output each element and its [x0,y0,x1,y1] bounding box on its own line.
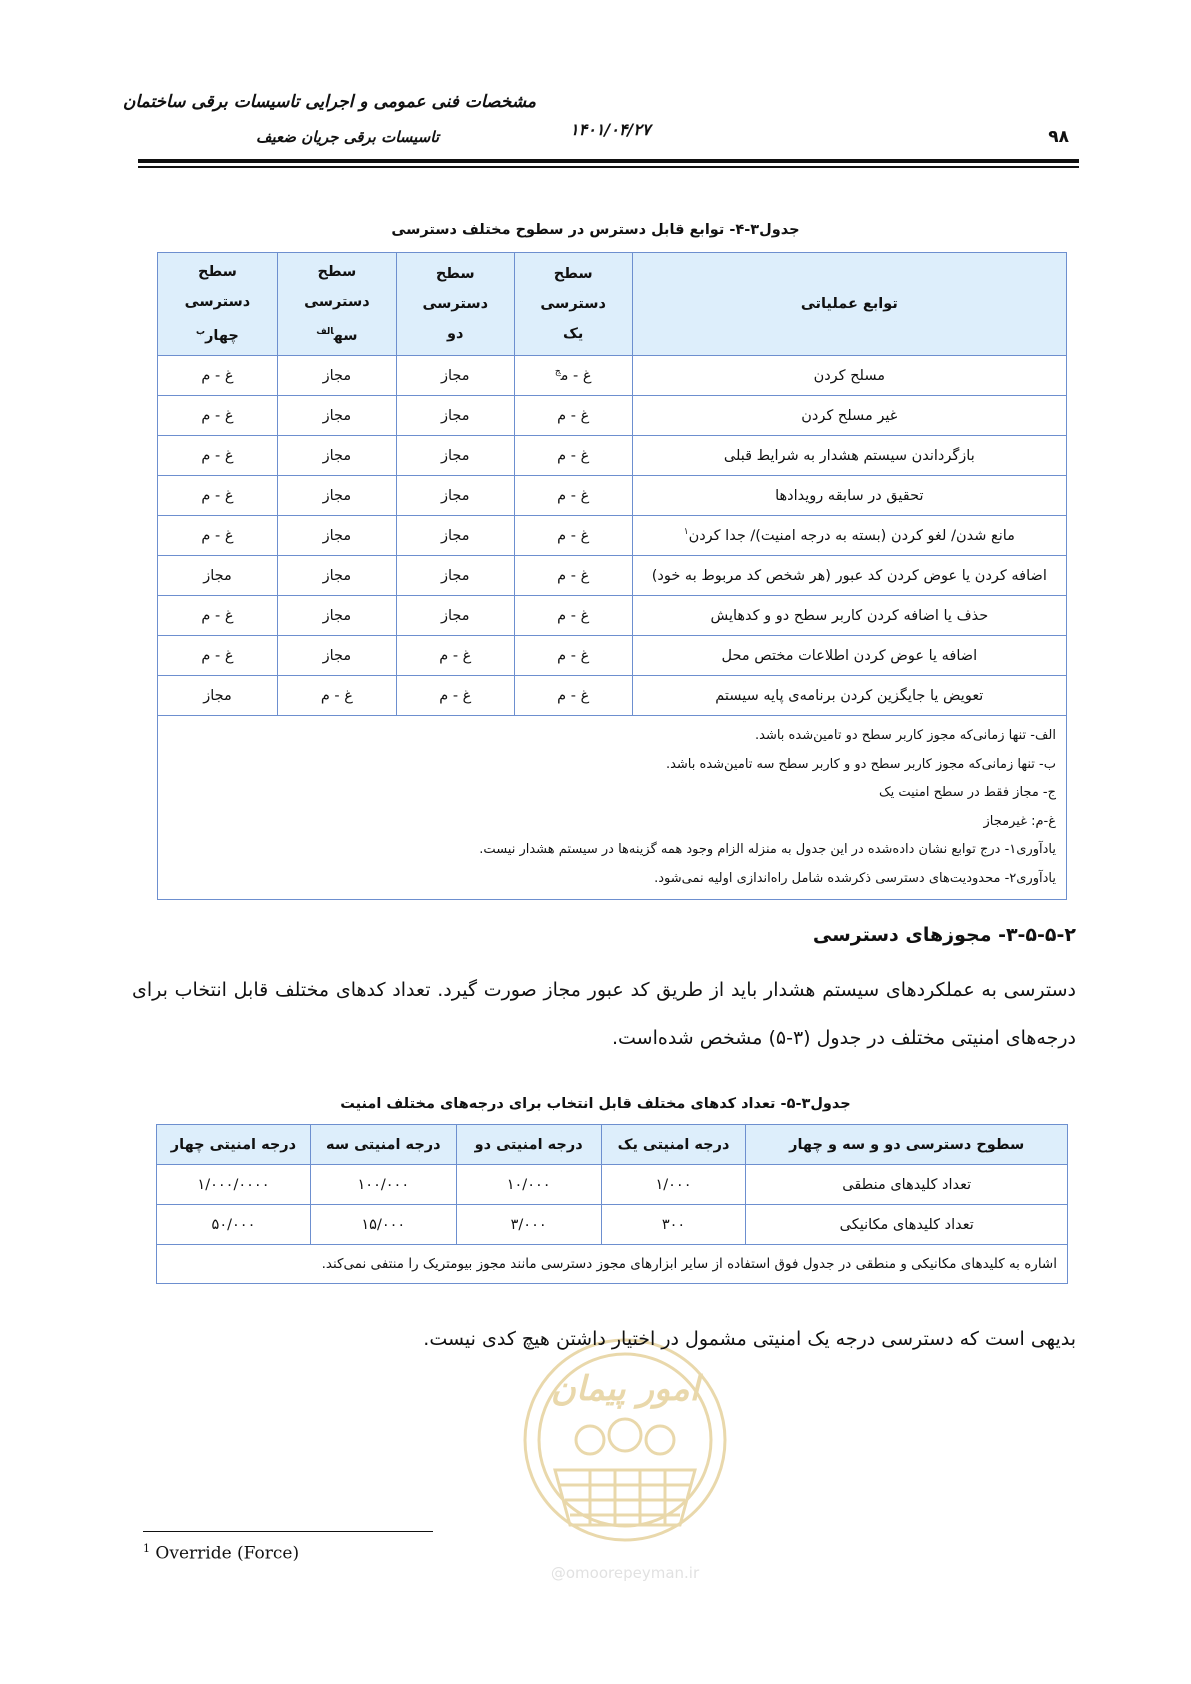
operation-name: مانع شدن/ لغو کردن (بسته به درجه امنیت)/ جدا کردن$^۱$ [632,516,1066,556]
footnote-rule [143,1531,433,1532]
level1-value: غ - م [514,396,632,436]
level2-value: مجاز [396,556,514,596]
operation-name: مسلح کردن [632,356,1066,396]
table-row [158,596,1067,636]
col-header-grade2: درجه امنیتی دو [456,1125,601,1165]
watermark-logo-text: امور پیمان [550,1369,700,1409]
col-header-grade4: درجه امنیتی چهار [157,1125,311,1165]
level2-value: غ - م [396,676,514,716]
level4-value: غ - م [158,636,278,676]
table-row [158,516,1067,556]
footnote-number: 1 [143,1542,150,1555]
table-row [157,1205,1068,1245]
document-title: مشخصات فنی عمومی و اجرایی تاسیسات برقی ساختمان [122,92,536,112]
operation-name: تحقیق در سابقه رویدادها [632,476,1066,516]
level4-value: غ - م [158,436,278,476]
level3-value: مجاز [277,476,396,516]
level4-value: غ - م [158,516,278,556]
value-cell: ۵۰/۰۰۰ [157,1205,311,1245]
col-header-access-levels: سطوح دسترسی دو و سه و چهار [746,1125,1068,1165]
level4-value: غ - م [158,596,278,636]
col-header-level2: سطح دسترسی دو [396,253,514,356]
value-cell: ۱۵/۰۰۰ [310,1205,456,1245]
table-row [158,476,1067,516]
table-row [158,356,1067,396]
header-rule-thin [138,166,1079,168]
table-row [157,1165,1068,1205]
level4-value: غ - م [158,356,278,396]
header-rule-thick [138,159,1079,163]
row-label: تعداد کلیدهای مکانیکی [746,1205,1068,1245]
row-label: تعداد کلیدهای منطقی [746,1165,1068,1205]
level3-value: مجاز [277,436,396,476]
table1-note: یادآوری۲- محدودیت‌های دسترسی ذکرشده شامل راه‌اندازی اولیه نمی‌شود. [654,870,1056,886]
value-cell: ۱/۰۰۰/۰۰۰۰ [157,1165,311,1205]
value-cell: ۱۰/۰۰۰ [456,1165,601,1205]
footnote-text: Override (Force) [155,1543,300,1564]
operation-name: اضافه یا عوض کردن اطلاعات مختص محل [632,636,1066,676]
col-header-grade1: درجه امنیتی یک [601,1125,746,1165]
level1-value: غ - م$^ج$ [514,356,632,396]
closing-paragraph: بدیهی است که دسترسی درجه یک امنیتی مشمول در اختیار داشتن هیچ کدی نیست. [423,1328,1076,1350]
level2-value: مجاز [396,396,514,436]
level3-value: مجاز [277,556,396,596]
section-heading: ۳-۵-۵-۲- مجوزهای دسترسی [812,924,1076,946]
level1-value: غ - م [514,596,632,636]
table-row [158,556,1067,596]
level4-value: غ - م [158,396,278,436]
level3-value: غ - م [277,676,396,716]
table1-note: یادآوری۱- درج توابع نشان داده‌شده در این جدول به منزله الزام وجود همه گزینه‌ها در سیستم هشدار نیست. [479,842,1056,857]
operation-name: تعویض یا جایگزین کردن برنامه‌ی پایه سیستم [632,676,1066,716]
document-subtitle: تاسیسات برقی جریان ضعیف [255,128,439,146]
section-paragraph: دسترسی به عملکردهای سیستم هشدار باید از طریق کد عبور مجاز صورت گیرد. تعداد کدهای مختلف قابل انتخاب برای درجه‌های امنیتی مختلف در جدول (۳-۵) مشخص شده‌است. [132,979,1076,1049]
level1-value: غ - م [514,676,632,716]
operation-name: اضافه کردن یا عوض کردن کد عبور (هر شخص کد مربوط به خود) [632,556,1066,596]
table-row [158,676,1067,716]
col-header-operations: توابع عملیاتی [632,253,1066,356]
level2-value: مجاز [396,476,514,516]
watermark-url: @omoorepeyman.ir [550,1564,700,1582]
table1-notes [158,716,1067,900]
value-cell: ۳/۰۰۰ [456,1205,601,1245]
level1-value: غ - م [514,436,632,476]
level4-value: مجاز [158,676,278,716]
level3-value: مجاز [277,596,396,636]
footnote [143,1542,299,1564]
col-header-level1: سطح دسترسی یک [514,253,632,356]
table1-note: ب- تنها زمانی‌که مجوز کاربر سطح دو و کاربر سطح سه تامین‌شده باشد. [665,756,1056,772]
table2-caption: جدول۳-۵- تعداد کدهای مختلف قابل انتخاب برای درجه‌های مختلف امنیت [340,1096,851,1112]
watermark-logo [480,1310,770,1600]
level2-value: غ - م [396,636,514,676]
operation-name: بازگرداندن سیستم هشدار به شرایط قبلی [632,436,1066,476]
level2-value: مجاز [396,596,514,636]
header-date: ۱۴۰۱/۰۴/۲۷ [570,120,651,139]
col-header-grade3: درجه امنیتی سه [310,1125,456,1165]
level2-value: مجاز [396,436,514,476]
table1-caption: جدول۳-۴- توابع قابل دسترس در سطوح مختلف دسترسی [391,222,800,238]
table1-note: الف- تنها زمانی‌که مجوز کاربر سطح دو تامین‌شده باشد. [755,728,1056,743]
col-header-level4: سطح دسترسی چهار$^ب$ [158,253,278,356]
security-codes-table [156,1124,1068,1284]
level3-value: مجاز [277,516,396,556]
table-row [158,636,1067,676]
level3-value: مجاز [277,636,396,676]
level3-value: مجاز [277,396,396,436]
access-functions-table [157,252,1067,900]
table1-note: غ-م: غیرمجاز [983,813,1056,829]
table1-note: ج- مجاز فقط در سطح امنیت یک [878,785,1056,800]
value-cell: ۱۰۰/۰۰۰ [310,1165,456,1205]
page-number: ۹۸ [1048,127,1069,147]
level1-value: غ - م [514,476,632,516]
value-cell: ۱/۰۰۰ [601,1165,746,1205]
level3-value: مجاز [277,356,396,396]
table2-note: اشاره به کلیدهای مکانیکی و منطقی در جدول فوق استفاده از سایر ابزارهای مجوز دسترسی مانند مجوز بیومتریک را منتفی نمی‌کند. [157,1245,1068,1284]
level2-value: مجاز [396,516,514,556]
table-row [158,396,1067,436]
operation-name: حذف یا اضافه کردن کاربر سطح دو و کدهایش [632,596,1066,636]
operation-name: غیر مسلح کردن [632,396,1066,436]
level2-value: مجاز [396,356,514,396]
level4-value: غ - م [158,476,278,516]
value-cell: ۳۰۰ [601,1205,746,1245]
level1-value: غ - م [514,556,632,596]
level4-value: مجاز [158,556,278,596]
table-row [158,436,1067,476]
col-header-level3: سطح دسترسی سه$^{الف}$ [277,253,396,356]
level1-value: غ - م [514,516,632,556]
level1-value: غ - م [514,636,632,676]
